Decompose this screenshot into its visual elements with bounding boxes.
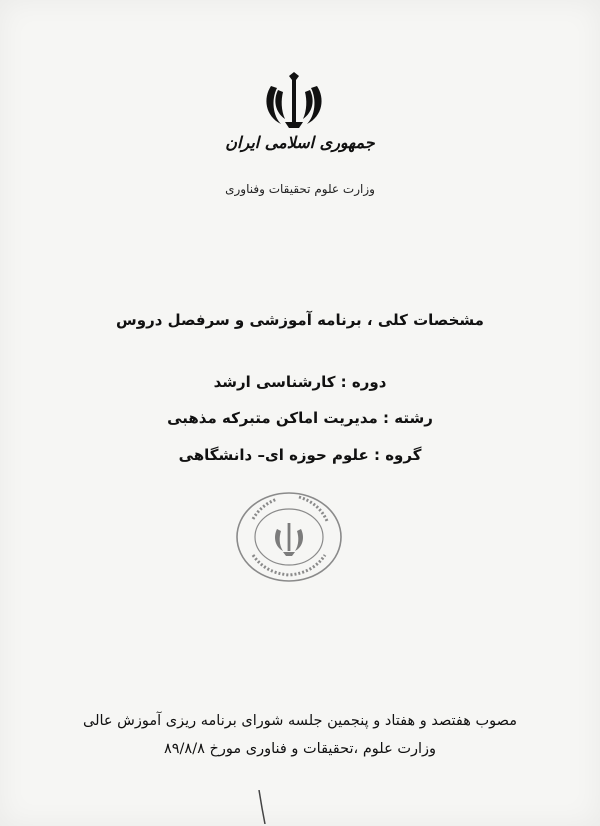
group-line: گروه : علوم حوزه ای– دانشگاهی: [178, 446, 422, 464]
ministry-name: وزارت علوم تحقیقات وفناوری: [225, 182, 375, 196]
course-line: دوره : کارشناسی ارشد: [213, 373, 387, 391]
field-line: رشته : مدیریت اماکن متبرکه مذهبی: [167, 409, 433, 427]
republic-name: جمهوری اسلامی ایران: [225, 133, 375, 152]
approval-line-1: مصوب هفتصد و هفتاد و پنجمین جلسه شورای برنامه ریزی آموزش عالی: [82, 713, 517, 729]
official-seal-icon: [233, 489, 345, 585]
iran-emblem-icon: [263, 72, 325, 132]
document-title: مشخصات کلی ، برنامه آموزشی و سرفصل دروس: [116, 311, 484, 329]
pen-mark: [253, 790, 273, 824]
approval-line-2: وزارت علوم ،تحقیقات و فناوری مورخ ۸۹/۸/۸: [163, 741, 437, 757]
